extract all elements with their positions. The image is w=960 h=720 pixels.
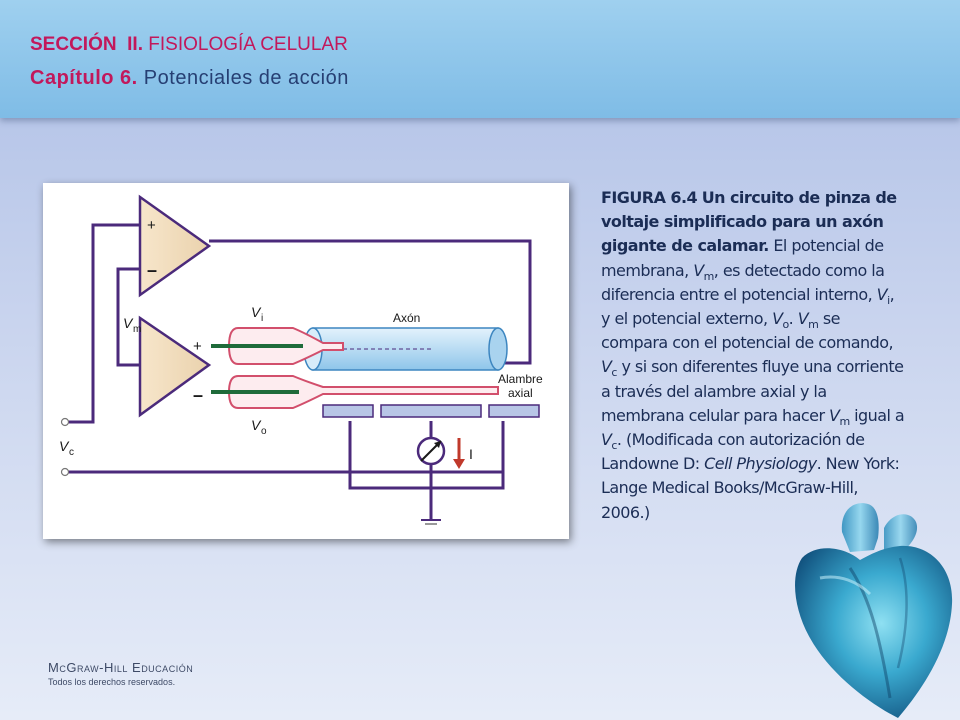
brand-raw: RAW — [76, 664, 100, 674]
brand-e: E — [132, 660, 142, 675]
caption-vm: V — [693, 260, 704, 280]
caption-vc: V — [601, 357, 612, 377]
caption-text-8: . (Modificada con autorización de Landowne D: — [601, 430, 865, 474]
publisher-logo — [48, 660, 193, 675]
top-amp-minus: – — [147, 260, 158, 280]
vc-label: V — [59, 438, 69, 454]
brand-dash: - — [99, 660, 104, 675]
axon-label: Axón — [393, 311, 421, 325]
vo-label: V — [251, 417, 261, 433]
caption-vm3-sub: m — [839, 415, 850, 429]
voltage-clamp-diagram — [43, 183, 569, 539]
chapter-label: Capítulo 6. — [30, 67, 138, 89]
brand-c: C — [59, 664, 67, 674]
caption-book-title: Cell Physiology — [704, 454, 817, 474]
brand-g: G — [66, 660, 77, 675]
caption-text-4: . — [788, 309, 794, 329]
vi-label: V — [251, 304, 261, 320]
vo-label-sub: o — [261, 426, 267, 437]
brand-ill: ILL — [113, 664, 128, 674]
caption-vm3: V — [829, 405, 840, 425]
caption-vc-sub: c — [611, 366, 617, 380]
figure-panel — [43, 183, 569, 539]
vi-label-sub: i — [261, 313, 264, 324]
caption-text-7: igual a — [854, 405, 905, 425]
vc-label-sub: c — [69, 447, 74, 458]
ammeter — [418, 438, 444, 464]
caption-text-6: y si son diferentes fluye una corriente a través del alambre axial y la membrana celular para hacer — [601, 357, 904, 425]
section-label: SECCIÓN — [30, 34, 117, 55]
caption-text-2: , es detectado como la diferencia entre el potencial interno, — [601, 260, 885, 304]
heart-illustration — [780, 498, 960, 720]
vm-label: V — [123, 315, 133, 331]
caption-vo: V — [772, 309, 783, 329]
brand-ducacion: DUCACIÓN — [141, 664, 194, 674]
caption-text-3: , y el potencial externo, — [601, 284, 895, 329]
caption-text-1: El potencial de membrana, — [601, 236, 884, 280]
brand-m: M — [48, 660, 60, 675]
ground-symbol — [421, 520, 441, 524]
slide-header — [0, 0, 960, 118]
vc-terminal-bottom — [62, 469, 69, 476]
section-title: FISIOLOGÍA CELULAR — [148, 34, 348, 55]
section-heading — [30, 34, 348, 56]
chapter-title: Potenciales de acción — [143, 67, 349, 89]
caption-text-5: se compara con el potencial de comando, — [601, 309, 894, 353]
top-amplifier — [140, 197, 209, 295]
caption-vm2-sub: m — [808, 318, 819, 332]
caption-vi: V — [876, 284, 888, 304]
bottom-amp-minus: – — [193, 385, 204, 405]
brand-h: H — [103, 660, 114, 675]
figure-caption — [601, 186, 906, 525]
vo-electrode — [211, 376, 498, 408]
caption-vm2: V — [797, 309, 809, 329]
top-amp-plus: + — [147, 217, 156, 234]
vm-label-sub: m — [133, 324, 142, 335]
caption-figure-id: FIGURA 6.4 — [601, 188, 698, 207]
section-number: II. — [127, 34, 143, 55]
current-plates — [323, 405, 539, 417]
caption-vm-sub: m — [703, 269, 714, 283]
current-label: I — [469, 446, 473, 462]
bottom-amp-plus: + — [193, 338, 202, 355]
axial-wire-label-2: axial — [508, 386, 533, 400]
caption-title: Un circuito de pinza de voltaje simplificado para un axón gigante de calamar. — [601, 188, 897, 256]
chapter-heading — [30, 67, 349, 90]
circuit-wiring — [68, 225, 530, 519]
current-arrow — [453, 438, 465, 469]
caption-text-9: . New York: Lange Medical Books/McGraw-Hill, 2006.) — [601, 454, 900, 522]
copyright-note: Todos los derechos reservados. — [48, 677, 176, 687]
axial-wire-label-1: Alambre — [498, 372, 543, 386]
caption-vo-sub: o — [782, 318, 789, 332]
caption-vi-sub: i — [887, 294, 890, 307]
caption-vc2-sub: c — [611, 439, 617, 453]
vc-terminal-top — [62, 419, 69, 426]
caption-vc2: V — [601, 430, 612, 450]
